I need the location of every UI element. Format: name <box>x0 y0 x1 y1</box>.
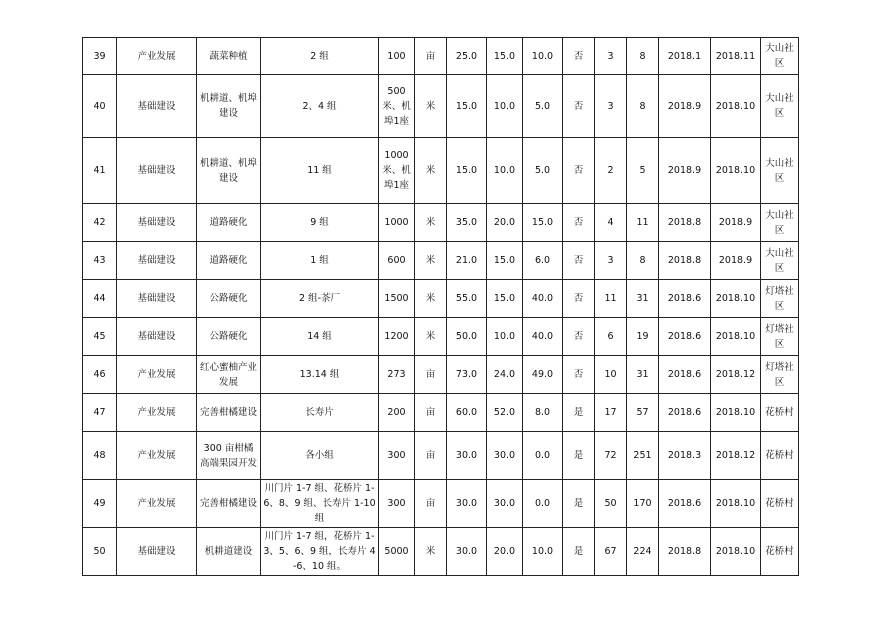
flag-cell: 否 <box>563 38 595 75</box>
households-cell: 4 <box>595 204 627 242</box>
total-investment-cell: 35.0 <box>447 204 487 242</box>
flag-cell: 否 <box>563 75 595 138</box>
fund-a-cell: 20.0 <box>487 204 523 242</box>
row-number: 45 <box>83 318 117 356</box>
unit-cell: 亩 <box>415 480 447 528</box>
project-name-cell: 机耕道、机埠建设 <box>197 138 261 204</box>
row-number: 46 <box>83 356 117 394</box>
scale-cell: 300 <box>379 480 415 528</box>
end-date-cell: 2018.10 <box>711 318 761 356</box>
scale-cell: 500米、机埠1座 <box>379 75 415 138</box>
table-row <box>83 394 799 432</box>
project-name-cell: 公路硬化 <box>197 318 261 356</box>
flag-cell: 否 <box>563 280 595 318</box>
location-cell: 川门片 1-7 组，花桥片 1-3、5、6、9 组，长寿片 4-6、10 组。 <box>261 528 379 576</box>
category-cell: 基础建设 <box>117 138 197 204</box>
fund-a-cell: 15.0 <box>487 280 523 318</box>
fund-a-cell: 52.0 <box>487 394 523 432</box>
total-investment-cell: 30.0 <box>447 480 487 528</box>
row-number: 49 <box>83 480 117 528</box>
project-name-cell: 公路硬化 <box>197 280 261 318</box>
people-cell: 11 <box>627 204 659 242</box>
location-cell: 2、4 组 <box>261 75 379 138</box>
flag-cell: 否 <box>563 138 595 204</box>
table-row <box>83 38 799 75</box>
people-cell: 19 <box>627 318 659 356</box>
category-cell: 基础建设 <box>117 280 197 318</box>
end-date-cell: 2018.9 <box>711 242 761 280</box>
location-cell: 9 组 <box>261 204 379 242</box>
fund-b-cell: 40.0 <box>523 280 563 318</box>
category-cell: 产业发展 <box>117 38 197 75</box>
fund-a-cell: 10.0 <box>487 318 523 356</box>
households-cell: 2 <box>595 138 627 204</box>
start-date-cell: 2018.9 <box>659 138 711 204</box>
category-cell: 产业发展 <box>117 432 197 480</box>
households-cell: 6 <box>595 318 627 356</box>
flag-cell: 是 <box>563 394 595 432</box>
total-investment-cell: 60.0 <box>447 394 487 432</box>
fund-b-cell: 15.0 <box>523 204 563 242</box>
category-cell: 基础建设 <box>117 204 197 242</box>
end-date-cell: 2018.10 <box>711 75 761 138</box>
total-investment-cell: 30.0 <box>447 432 487 480</box>
total-investment-cell: 73.0 <box>447 356 487 394</box>
scale-cell: 300 <box>379 432 415 480</box>
scale-cell: 100 <box>379 38 415 75</box>
people-cell: 251 <box>627 432 659 480</box>
end-date-cell: 2018.10 <box>711 394 761 432</box>
people-cell: 8 <box>627 75 659 138</box>
scale-cell: 5000 <box>379 528 415 576</box>
people-cell: 57 <box>627 394 659 432</box>
fund-a-cell: 10.0 <box>487 138 523 204</box>
households-cell: 72 <box>595 432 627 480</box>
fund-b-cell: 49.0 <box>523 356 563 394</box>
unit-cell: 米 <box>415 75 447 138</box>
fund-b-cell: 5.0 <box>523 75 563 138</box>
location-cell: 2 组-茶厂 <box>261 280 379 318</box>
fund-b-cell: 0.0 <box>523 432 563 480</box>
start-date-cell: 2018.6 <box>659 356 711 394</box>
start-date-cell: 2018.3 <box>659 432 711 480</box>
category-cell: 基础建设 <box>117 318 197 356</box>
flag-cell: 否 <box>563 356 595 394</box>
people-cell: 8 <box>627 38 659 75</box>
end-date-cell: 2018.12 <box>711 356 761 394</box>
row-number: 48 <box>83 432 117 480</box>
people-cell: 5 <box>627 138 659 204</box>
fund-a-cell: 24.0 <box>487 356 523 394</box>
households-cell: 17 <box>595 394 627 432</box>
fund-b-cell: 8.0 <box>523 394 563 432</box>
start-date-cell: 2018.8 <box>659 242 711 280</box>
location-cell: 13.14 组 <box>261 356 379 394</box>
implementing-unit-cell: 花桥村 <box>761 394 799 432</box>
implementing-unit-cell: 灯塔社区 <box>761 318 799 356</box>
category-cell: 基础建设 <box>117 242 197 280</box>
location-cell: 14 组 <box>261 318 379 356</box>
people-cell: 224 <box>627 528 659 576</box>
total-investment-cell: 21.0 <box>447 242 487 280</box>
table-row <box>83 242 799 280</box>
row-number: 39 <box>83 38 117 75</box>
row-number: 43 <box>83 242 117 280</box>
location-cell: 2 组 <box>261 38 379 75</box>
unit-cell: 米 <box>415 242 447 280</box>
fund-b-cell: 10.0 <box>523 38 563 75</box>
people-cell: 8 <box>627 242 659 280</box>
scale-cell: 600 <box>379 242 415 280</box>
location-cell: 各小组 <box>261 432 379 480</box>
total-investment-cell: 15.0 <box>447 75 487 138</box>
project-name-cell: 完善柑橘建设 <box>197 394 261 432</box>
total-investment-cell: 25.0 <box>447 38 487 75</box>
implementing-unit-cell: 大山社区 <box>761 138 799 204</box>
project-table <box>82 37 799 576</box>
project-name-cell: 道路硬化 <box>197 242 261 280</box>
unit-cell: 米 <box>415 318 447 356</box>
end-date-cell: 2018.10 <box>711 138 761 204</box>
end-date-cell: 2018.10 <box>711 280 761 318</box>
households-cell: 3 <box>595 242 627 280</box>
end-date-cell: 2018.9 <box>711 204 761 242</box>
households-cell: 3 <box>595 38 627 75</box>
implementing-unit-cell: 花桥村 <box>761 432 799 480</box>
location-cell: 1 组 <box>261 242 379 280</box>
flag-cell: 是 <box>563 480 595 528</box>
scale-cell: 200 <box>379 394 415 432</box>
flag-cell: 否 <box>563 242 595 280</box>
fund-a-cell: 30.0 <box>487 480 523 528</box>
table-row <box>83 528 799 576</box>
start-date-cell: 2018.6 <box>659 280 711 318</box>
start-date-cell: 2018.1 <box>659 38 711 75</box>
fund-a-cell: 15.0 <box>487 38 523 75</box>
households-cell: 10 <box>595 356 627 394</box>
implementing-unit-cell: 大山社区 <box>761 75 799 138</box>
flag-cell: 是 <box>563 432 595 480</box>
start-date-cell: 2018.8 <box>659 528 711 576</box>
row-number: 42 <box>83 204 117 242</box>
total-investment-cell: 55.0 <box>447 280 487 318</box>
households-cell: 67 <box>595 528 627 576</box>
implementing-unit-cell: 花桥村 <box>761 480 799 528</box>
category-cell: 产业发展 <box>117 356 197 394</box>
project-name-cell: 蔬菜种植 <box>197 38 261 75</box>
project-name-cell: 机耕道、机埠建设 <box>197 75 261 138</box>
end-date-cell: 2018.11 <box>711 38 761 75</box>
scale-cell: 1000米、机埠1座 <box>379 138 415 204</box>
scale-cell: 273 <box>379 356 415 394</box>
flag-cell: 否 <box>563 318 595 356</box>
people-cell: 170 <box>627 480 659 528</box>
end-date-cell: 2018.10 <box>711 480 761 528</box>
people-cell: 31 <box>627 280 659 318</box>
implementing-unit-cell: 大山社区 <box>761 38 799 75</box>
start-date-cell: 2018.8 <box>659 204 711 242</box>
unit-cell: 亩 <box>415 356 447 394</box>
unit-cell: 亩 <box>415 432 447 480</box>
fund-b-cell: 6.0 <box>523 242 563 280</box>
total-investment-cell: 30.0 <box>447 528 487 576</box>
fund-b-cell: 40.0 <box>523 318 563 356</box>
unit-cell: 米 <box>415 280 447 318</box>
row-number: 50 <box>83 528 117 576</box>
implementing-unit-cell: 花桥村 <box>761 528 799 576</box>
category-cell: 产业发展 <box>117 480 197 528</box>
location-cell: 长寿片 <box>261 394 379 432</box>
table-row <box>83 432 799 480</box>
unit-cell: 米 <box>415 528 447 576</box>
category-cell: 产业发展 <box>117 394 197 432</box>
row-number: 47 <box>83 394 117 432</box>
location-cell: 川门片 1-7 组、花桥片 1-6、8、9 组、长寿片 1-10 组 <box>261 480 379 528</box>
implementing-unit-cell: 大山社区 <box>761 204 799 242</box>
table-row <box>83 480 799 528</box>
implementing-unit-cell: 大山社区 <box>761 242 799 280</box>
fund-b-cell: 10.0 <box>523 528 563 576</box>
start-date-cell: 2018.9 <box>659 75 711 138</box>
total-investment-cell: 50.0 <box>447 318 487 356</box>
implementing-unit-cell: 灯塔社区 <box>761 356 799 394</box>
fund-a-cell: 15.0 <box>487 242 523 280</box>
table-row <box>83 280 799 318</box>
category-cell: 基础建设 <box>117 75 197 138</box>
scale-cell: 1500 <box>379 280 415 318</box>
project-name-cell: 300 亩柑橘高端果园开发 <box>197 432 261 480</box>
unit-cell: 米 <box>415 204 447 242</box>
flag-cell: 否 <box>563 204 595 242</box>
scale-cell: 1000 <box>379 204 415 242</box>
project-name-cell: 完善柑橘建设 <box>197 480 261 528</box>
table-row <box>83 138 799 204</box>
fund-a-cell: 30.0 <box>487 432 523 480</box>
table-row <box>83 356 799 394</box>
project-name-cell: 机耕道建设 <box>197 528 261 576</box>
row-number: 40 <box>83 75 117 138</box>
unit-cell: 亩 <box>415 394 447 432</box>
people-cell: 31 <box>627 356 659 394</box>
households-cell: 11 <box>595 280 627 318</box>
start-date-cell: 2018.6 <box>659 318 711 356</box>
scale-cell: 1200 <box>379 318 415 356</box>
start-date-cell: 2018.6 <box>659 480 711 528</box>
table-row <box>83 318 799 356</box>
project-name-cell: 道路硬化 <box>197 204 261 242</box>
flag-cell: 是 <box>563 528 595 576</box>
category-cell: 基础建设 <box>117 528 197 576</box>
fund-a-cell: 20.0 <box>487 528 523 576</box>
implementing-unit-cell: 灯塔社区 <box>761 280 799 318</box>
row-number: 44 <box>83 280 117 318</box>
location-cell: 11 组 <box>261 138 379 204</box>
row-number: 41 <box>83 138 117 204</box>
end-date-cell: 2018.10 <box>711 528 761 576</box>
start-date-cell: 2018.6 <box>659 394 711 432</box>
households-cell: 50 <box>595 480 627 528</box>
unit-cell: 亩 <box>415 38 447 75</box>
total-investment-cell: 15.0 <box>447 138 487 204</box>
project-name-cell: 红心蜜柚产业发展 <box>197 356 261 394</box>
table-row <box>83 75 799 138</box>
table-row <box>83 204 799 242</box>
fund-a-cell: 10.0 <box>487 75 523 138</box>
fund-b-cell: 5.0 <box>523 138 563 204</box>
households-cell: 3 <box>595 75 627 138</box>
unit-cell: 米 <box>415 138 447 204</box>
fund-b-cell: 0.0 <box>523 480 563 528</box>
end-date-cell: 2018.12 <box>711 432 761 480</box>
